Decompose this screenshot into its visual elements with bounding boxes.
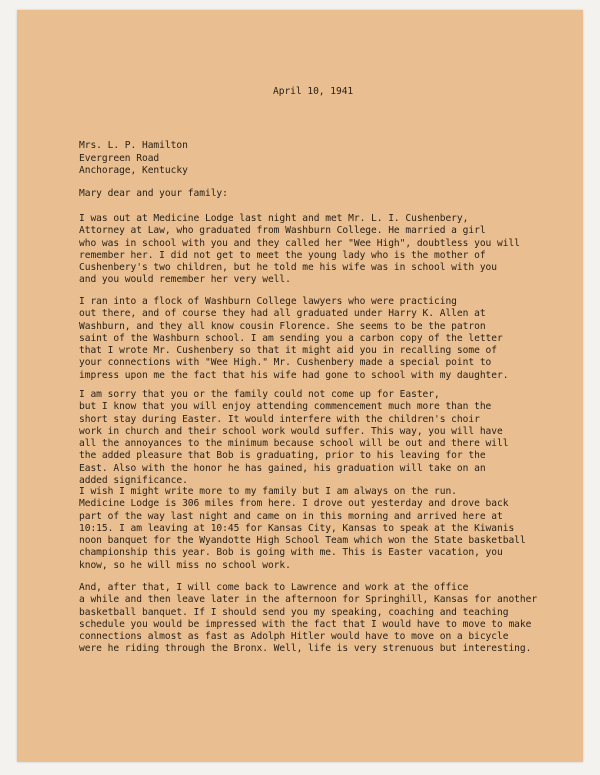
text-line: know, so he will miss no school work. xyxy=(79,559,291,571)
text-line: Washburn, and they all know cousin Florence. She seems to be the patron xyxy=(79,320,486,332)
text-line: championship this year. Bob is going with me. This is Easter vacation, you xyxy=(79,547,503,559)
text-line: Cushenbery's two children, but he told me his wife was in school with you xyxy=(79,262,497,274)
text-line: but I know that you will enjoy attending commencement much more than the xyxy=(79,401,492,413)
text-line: your connections with "Wee High." Mr. Cushenbery made a special point to xyxy=(79,357,492,369)
salutation: Mary dear and your family: xyxy=(79,188,228,199)
text-line: I wish I might write more to my family but I am always on the run. xyxy=(79,486,457,497)
text-line: who was in school with you and they called her "Wee High", doubtless you will xyxy=(79,237,520,249)
text-line: added significance. xyxy=(79,475,188,487)
text-line: impress upon me the fact that his wife had gone to school with my daughter. xyxy=(79,369,509,381)
text-line: the added pleasure that Bob is graduating, prior to his leaving for the xyxy=(79,450,486,462)
text-line: Medicine Lodge is 306 miles from here. I drove out yesterday and drove back xyxy=(79,498,509,510)
recipient-address xyxy=(79,140,188,178)
text-line: a while and then leave later in the afternoon for Springhill, Kansas for another xyxy=(79,594,538,606)
text-line: short stay during Easter. It would interfere with the children's choir xyxy=(79,413,480,425)
text-line: work in church and their school work would suffer. This way, you will have xyxy=(79,425,503,437)
text-line: Attorney at Law, who graduated from Washburn College. He married a girl xyxy=(79,225,486,237)
text-line: I was out at Medicine Lodge last night and met Mr. L. I. Cushenbery, xyxy=(79,213,469,224)
text-line: part of the way last night and came on in this morning and arrived here at xyxy=(79,510,503,522)
text-line: were he riding through the Bronx. Well, life is very strenuous but interesting. xyxy=(79,643,532,655)
text-line: remember her. I did not get to meet the young lady who is the mother of xyxy=(79,249,486,261)
letter-page xyxy=(17,10,583,762)
text-line: connections almost as fast as Adolph Hitler would have to move on a bicycle xyxy=(79,631,509,643)
paragraph-5 xyxy=(79,582,537,656)
text-line: all the annoyances to the minimum because school will be out and there will xyxy=(79,438,509,450)
text-line: schedule you would be impressed with the fact that I would have to move to make xyxy=(79,618,532,630)
paragraph-1 xyxy=(79,213,520,287)
text-line: that I wrote Mr. Cushenbery so that it might aid you in recalling some of xyxy=(79,345,497,357)
text-line: I am sorry that you or the family could not come up for Easter, xyxy=(79,389,440,400)
text-line: saint of the Washburn school. I am sending you a carbon copy of the letter xyxy=(79,332,503,344)
text-line: And, after that, I will come back to Lawrence and work at the office xyxy=(79,582,469,593)
text-line: out there, and of course they had all graduated under Harry K. Allen at xyxy=(79,308,486,320)
recipient-city: Anchorage, Kentucky xyxy=(79,165,188,176)
text-line: 10:15. I am leaving at 10:45 for Kansas City, Kansas to speak at the Kiwanis xyxy=(79,522,515,534)
paragraph-4 xyxy=(79,486,526,572)
text-line: I ran into a flock of Washburn College lawyers who were practicing xyxy=(79,296,457,307)
recipient-street: Evergreen Road xyxy=(79,152,160,164)
paragraph-2 xyxy=(79,296,508,382)
text-line: basketball banquet. If I should send you my speaking, coaching and teaching xyxy=(79,606,509,618)
text-line: and you would remember her very well. xyxy=(79,274,291,286)
recipient-name: Mrs. L. P. Hamilton xyxy=(79,140,188,151)
text-line: noon banquet for the Wyandotte High School Team which won the State basketball xyxy=(79,535,526,547)
paragraph-3 xyxy=(79,389,508,487)
letter-date: April 10, 1941 xyxy=(273,86,354,97)
text-line: East. Also with the honor he has gained, his graduation will take on an xyxy=(79,462,486,474)
